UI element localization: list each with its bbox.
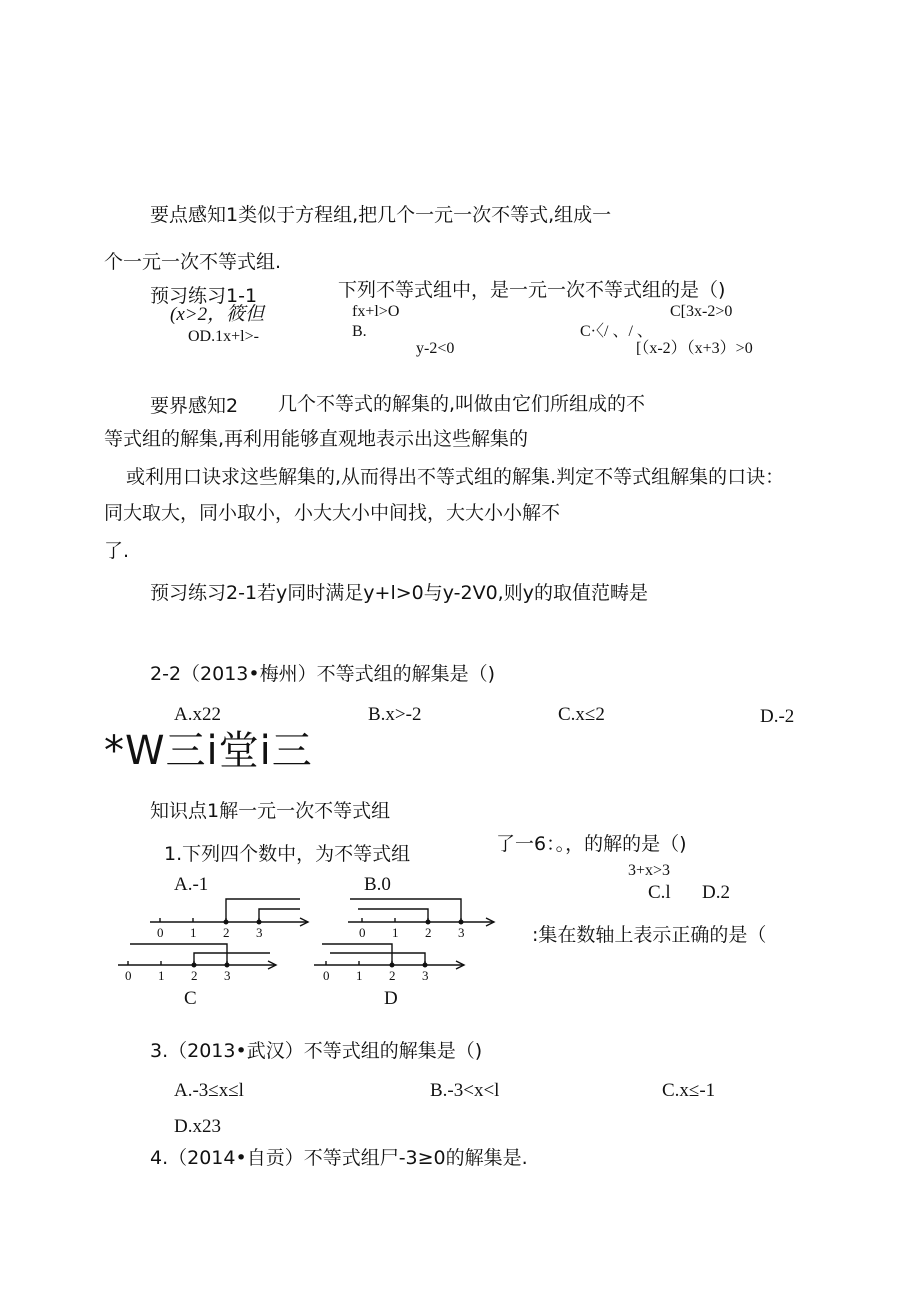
option-c-bottom: [（x-2）（x+3）>0 bbox=[636, 340, 753, 357]
practice-1-1-question: 下列不等式组中，是一元一次不等式组的是（) bbox=[338, 279, 726, 301]
numberline-b-tick-1: 1 bbox=[392, 925, 399, 940]
numberline-c bbox=[118, 944, 276, 969]
numberline-a bbox=[150, 899, 308, 926]
s2-line3: 或利用口诀求这些解集的,从而得出不等式组的解集.判定不等式组解集的口诀： bbox=[126, 466, 785, 488]
q1-option-d: D.2 bbox=[702, 882, 730, 903]
numberline-b bbox=[348, 899, 494, 926]
numberline-b-tick-2: 2 bbox=[425, 925, 432, 940]
q1-option-c: C.l bbox=[648, 882, 671, 903]
numberline-b-tick-0: 0 bbox=[359, 925, 366, 940]
question-2-text: :集在数轴上表示正确的是（ bbox=[532, 924, 767, 946]
numberline-c-label: C bbox=[184, 988, 197, 1009]
practice-1-1-label: 预习练习1-1 bbox=[150, 285, 258, 307]
question-1-right: 了一6：。，的解的是（) bbox=[496, 833, 687, 855]
q3-option-d: D.x23 bbox=[174, 1116, 221, 1137]
q3-option-b: B.-3<x<l bbox=[430, 1080, 500, 1101]
question-3: 3.（2013•武汉）不等式组的解集是（) bbox=[150, 1040, 483, 1062]
s2-line4: 同大取大，同小取小，小大大小中间找，大大小小解不 bbox=[104, 502, 561, 524]
numberline-c-tick-3: 3 bbox=[224, 968, 231, 983]
numberline-a-tick-3: 3 bbox=[256, 925, 263, 940]
classroom-banner: *W三i堂i三 bbox=[104, 728, 313, 774]
q22-option-c: C.x≤2 bbox=[558, 704, 605, 725]
numberline-c-tick-0: 0 bbox=[125, 968, 132, 983]
option-b-top: fx+l>O bbox=[352, 303, 400, 320]
s2-line5: 了. bbox=[104, 540, 130, 562]
option-a-line: (x>2，筱但 bbox=[170, 304, 265, 325]
numberline-d-tick-0: 0 bbox=[323, 968, 330, 983]
numberline-c-tick-1: 1 bbox=[158, 968, 165, 983]
numberline-d-label: D bbox=[384, 988, 398, 1009]
s1-line1: 要点感知1类似于方程组,把几个一元一次不等式,组成一 bbox=[150, 204, 612, 226]
option-c-label: C·〈/ 、/ 、 bbox=[580, 323, 653, 340]
numberline-d-tick-1: 1 bbox=[356, 968, 363, 983]
numberline-b-tick-3: 3 bbox=[458, 925, 465, 940]
s2-line1-a: 要界感知2 bbox=[150, 395, 239, 417]
option-b-bottom: y-2<0 bbox=[416, 340, 455, 357]
option-c-top: C[3x-2>0 bbox=[670, 303, 733, 320]
numberline-d-tick-2: 2 bbox=[389, 968, 396, 983]
numberline-a-tick-2: 2 bbox=[223, 925, 230, 940]
numberline-b-label: B.0 bbox=[364, 874, 391, 895]
q22-option-a: A.x22 bbox=[174, 704, 221, 725]
numberline-c-tick-2: 2 bbox=[191, 968, 198, 983]
s2-line1-b: 几个不等式的解集的,叫做由它们所组成的不 bbox=[278, 393, 646, 415]
question-1: 1.下列四个数中，为不等式组 bbox=[164, 843, 411, 865]
numberline-a-tick-1: 1 bbox=[190, 925, 197, 940]
knowledge-point-1-heading: 知识点1解一元一次不等式组 bbox=[150, 800, 391, 822]
q3-option-a: A.-3≤x≤l bbox=[174, 1080, 244, 1101]
option-d-line: OD.1x+l>- bbox=[188, 328, 259, 345]
question-1-sub: 3+x>3 bbox=[628, 862, 671, 879]
practice-2-1: 预习练习2-1若y同时满足y+l>0与y-2V0,则y的取值范畴是 bbox=[150, 582, 648, 604]
numberline-d bbox=[314, 944, 464, 969]
q22-option-d: D.-2 bbox=[760, 706, 795, 727]
s1-line2: 个一元一次不等式组. bbox=[104, 251, 282, 273]
numberline-d-tick-3: 3 bbox=[422, 968, 429, 983]
q22-option-b: B.x>-2 bbox=[368, 704, 422, 725]
option-b-label: B. bbox=[352, 323, 367, 340]
numberline-a-label: A.-1 bbox=[174, 874, 209, 895]
q3-option-c: C.x≤-1 bbox=[662, 1080, 716, 1101]
question-2-2: 2-2（2013•梅州）不等式组的解集是（) bbox=[150, 663, 496, 685]
numberline-a-tick-0: 0 bbox=[157, 925, 164, 940]
question-4: 4.（2014•自贡）不等式组尸-3≥0的解集是. bbox=[150, 1147, 528, 1169]
s2-line2: 等式组的解集,再利用能够直观地表示出这些解集的 bbox=[104, 428, 529, 450]
